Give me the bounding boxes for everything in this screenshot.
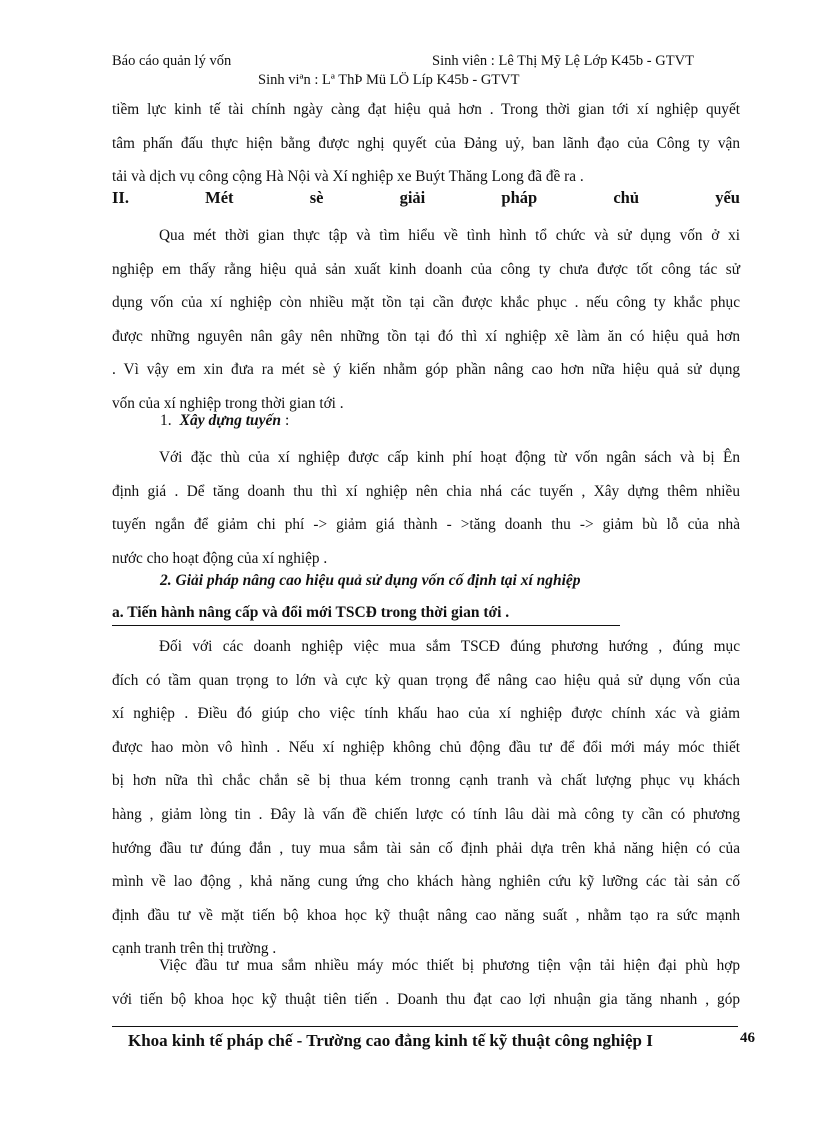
text-line: Đối với các doanh nghiệp việc mua sắm TSCĐ đúng phương hướng , đúng mục xyxy=(159,638,740,655)
subheading-number: 1. xyxy=(160,412,172,429)
text-line: tải và dịch vụ công cộng Hà Nội và Xí nghiệp xe Buýt Thăng Long đã đề ra . xyxy=(112,168,584,186)
text-line: được những nguyên nân gây nên những tồn tại đó thì xí nghiệp xẽ làm ăn có hiệu quả hơn xyxy=(112,327,740,345)
intro-paragraph xyxy=(112,93,740,194)
text-line: tâm phấn đấu thực hiện bằng được nghị quyết của Đảng uỷ, ban lãnh đạo của Công ty vận xyxy=(112,134,740,152)
text-line: đích có tầm quan trọng to lớn và cực kỳ quan trọng để nâng cao hiệu quả sử dụng vốn của xyxy=(112,671,740,689)
heading-word: giải xyxy=(399,188,426,207)
subheading-2: 2. Giải pháp nâng cao hiệu quả sử dụng vốn cố định tại xí nghiệp xyxy=(160,572,581,589)
text-line: với tiến bộ khoa học kỹ thuật tiên tiến . Doanh thu đạt cao lợi nhuận gia tăng nhanh , góp xyxy=(112,990,740,1008)
section-heading xyxy=(112,188,740,208)
text-line: Qua mét thời gian thực tập và tìm hiểu về tình hình tổ chức và sử dụng vốn ở xi xyxy=(159,227,740,244)
text-line: bị hơn nữa thì chắc chắn sẽ bị thua kém tronng cạnh tranh và chất lượng phục vụ khách xyxy=(112,772,740,790)
text-line: cạnh tranh trên thị trường . xyxy=(112,940,277,958)
heading-word: pháp xyxy=(501,188,538,207)
text-line: nghiệp em thấy rằng hiệu quả sản xuất kinh doanh của công ty chưa được tốt công tác sử xyxy=(112,260,740,278)
heading-word: Mét xyxy=(205,188,234,207)
paragraph-fixed-assets xyxy=(112,630,740,966)
text-line: tiềm lực kinh tế tài chính ngày càng đạt hiệu quả hơn . Trong thời gian tới xí nghiệp quyết xyxy=(112,101,740,118)
text-line: xí nghiệp . Điều đó giúp cho việc tính khấu hao của xí nghiệp được chính xác và giảm xyxy=(112,705,740,723)
text-line: . Vì vậy em xin đưa ra mét sè ý kiến nhằm góp phần nâng cao hơn nữa hiệu quả sử dụng xyxy=(112,361,740,379)
paragraph-overview xyxy=(112,219,740,421)
heading-word: yếu xyxy=(715,188,740,207)
footer-divider xyxy=(112,1026,738,1027)
header-student-info-garbled: Sinh viªn : Lª ThÞ Mü LÖ Líp K45b - GTVT xyxy=(258,72,520,88)
text-line: dụng vốn của xí nghiệp còn nhiều mặt tồn tại cần được khắc phục . nếu công ty khắc phục xyxy=(112,294,740,312)
subheading-colon: : xyxy=(281,412,290,429)
text-line: định giá . Dể tăng doanh thu thì xí nghiệp nên chia nhá các tuyến , Xây dựng thêm nhiều xyxy=(112,482,740,500)
heading-word: II. xyxy=(112,188,129,207)
text-line: Việc đầu tư mua sắm nhiều máy móc thiết bị phương tiện vận tải hiện đại phù hợp xyxy=(159,957,740,974)
text-line: hàng , giảm lòng tin . Đây là vấn đề chiến lược có tính lâu dài mà công ty cần có phương xyxy=(112,805,740,823)
text-line: Với đặc thù của xí nghiệp được cấp kinh phí hoạt động từ vốn ngân sách và bị Ên xyxy=(159,449,740,466)
text-line: vốn của xí nghiệp trong thời gian tới . xyxy=(112,394,344,412)
text-line: nước cho hoạt động của xí nghiệp . xyxy=(112,549,328,567)
paragraph-investment xyxy=(112,949,740,1016)
header-student-info: Sinh viên : Lê Thị Mỹ Lệ Lớp K45b - GTVT xyxy=(432,53,694,69)
subheading-title: Xây dựng tuyến xyxy=(179,412,282,429)
paragraph-route xyxy=(112,441,740,575)
subheading-1 xyxy=(160,412,289,430)
text-line: được hao mòn vô hình . Nếu xí nghiệp không chủ động đầu tư để đổi mới máy móc thiết xyxy=(112,738,740,756)
header-report-title: Báo cáo quản lý vốn xyxy=(112,53,232,69)
heading-word: chủ xyxy=(613,188,640,207)
page-number: 46 xyxy=(740,1030,755,1046)
text-line: mình về lao động , khả năng cung ứng cho khách hàng nghiên cứu kỹ lưỡng các tài sản cố xyxy=(112,873,740,891)
subheading-a: a. Tiến hành nâng cấp và đổi mới TSCĐ trong thời gian tới . xyxy=(112,604,620,626)
text-line: tuyến ngắn để giảm chi phí -> giảm giá thành - >tăng doanh thu -> giảm bù lỗ của nhà xyxy=(112,516,740,534)
heading-word: sè xyxy=(309,188,324,207)
text-line: định đầu tư về mặt tiến bộ khoa học kỹ thuật nâng cao năng suất , nhằm tạo ra sức mạnh xyxy=(112,906,740,924)
text-line: hướng đầu tư đúng đắn , tuy mua sắm tài sản cố định phải dựa trên khả năng hiện có của xyxy=(112,839,740,857)
footer-faculty: Khoa kinh tế pháp chế - Trường cao đẳng kinh tế kỹ thuật công nghiệp I xyxy=(128,1031,653,1050)
